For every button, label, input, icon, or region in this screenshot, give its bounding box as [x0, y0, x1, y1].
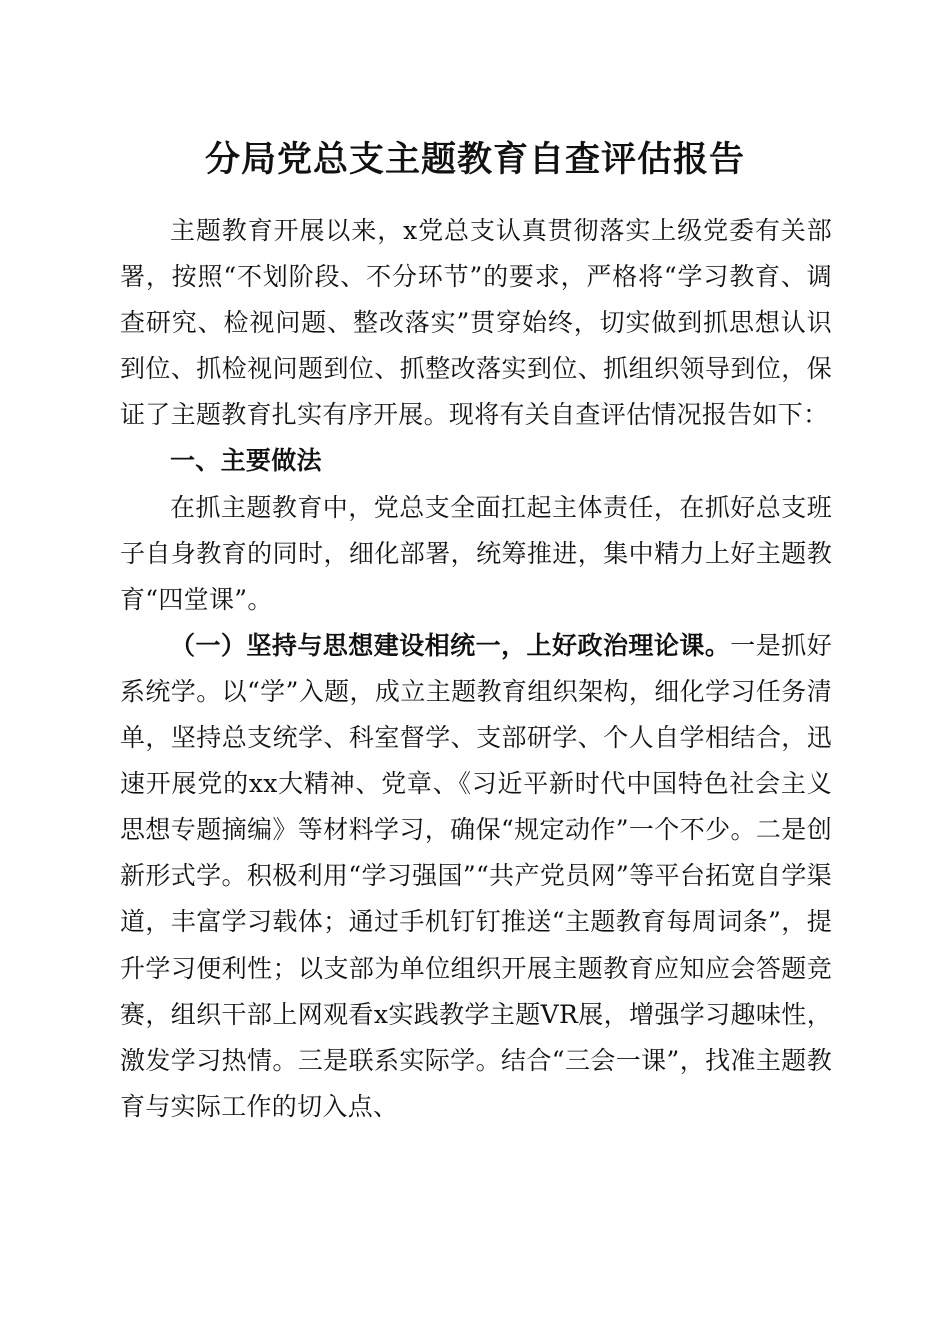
- section-heading-1: 一、主要做法: [170, 446, 322, 476]
- paragraph-section1-intro: 在抓主题教育中，党总支全面扛起主体责任，在抓好总支班子自身教育的同时，细化部署，统筹推进，集中精力上好主题教育“四堂课”。: [120, 492, 832, 614]
- sub-heading-1: （一）坚持与思想建设相统一，上好政治理论课。: [170, 630, 731, 660]
- paragraph-sub1: [120, 623, 832, 1130]
- sub1-body: 一是抓好系统学。以“学”入题，成立主题教育组织架构，细化学习任务清单，坚持总支统学、科室督学、支部研学、个人自学相结合，迅速开展党的xx大精神、党章、《习近平新时代中国特色社会主义思想专题摘编》等材料学习，确保“规定动作”一个不少。二是创新形式学。积极利用“学习强国”“共产党员网”等平台拓宽自学渠道，丰富学习载体；通过手机钉钉推送“主题教育每周词条”，提升学习便利性；以支部为单位组织开展主题教育应知应会答题竞赛，组织干部上网观看x实践教学主题VR展，增强学习趣味性，激发学习热情。三是联系实际学。结合“三会一课”，找准主题教育与实际工作的切入点、: [120, 630, 832, 1121]
- document-body: [120, 208, 832, 1130]
- paragraph-intro: 主题教育开展以来，x党总支认真贯彻落实上级党委有关部署，按照“不划阶段、不分环节”的要求，严格将“学习教育、调查研究、检视问题、整改落实”贯穿始终，切实做到抓思想认识到位、抓检视问题到位、抓整改落实到位、抓组织领导到位，保证了主题教育扎实有序开展。现将有关自查评估情况报告如下：: [120, 216, 832, 430]
- document-title: 分局党总支主题教育自查评估报告: [204, 139, 745, 180]
